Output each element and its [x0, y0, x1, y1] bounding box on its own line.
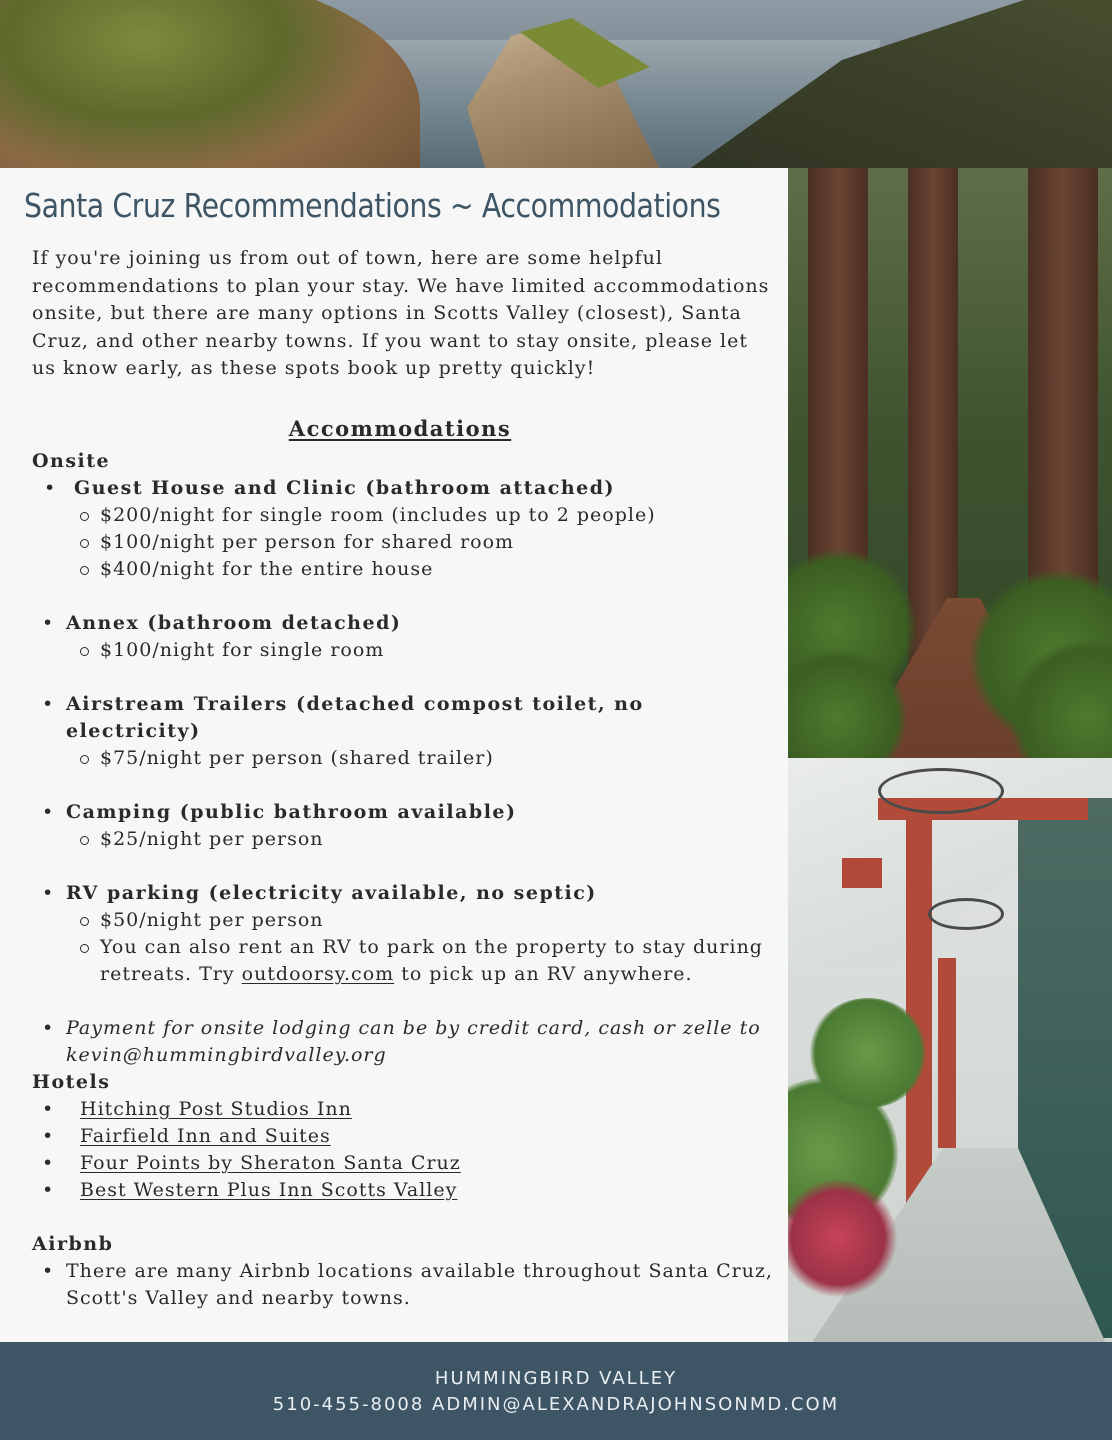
footer-name: HUMMINGBIRD VALLEY: [434, 1368, 678, 1389]
list-item-airstream: [32, 691, 777, 745]
payment-list: [32, 1015, 777, 1069]
airstream-label: Airstream Trailers (detached compost toilet, no electricity): [66, 693, 644, 742]
list-item-hotel: [32, 1150, 777, 1177]
list-item-rv: [32, 880, 777, 907]
intro-paragraph: If you're joining us from out of town, here are some helpful recommendations to plan your stay. We have limited accommodations onsite, but there are many options in Scotts Valley (closest), Santa Cruz, and other nearby towns. If you want to stay onsite, please let us know early, as these spots book up pretty quickly!: [32, 247, 770, 379]
list-item: $100/night for single room: [32, 637, 777, 664]
rv-rental-text-end: to pick up an RV anywhere.: [394, 963, 693, 985]
annex-label: Annex (bathroom detached): [66, 612, 402, 634]
rv-list: [32, 880, 777, 988]
list-item: $400/night for the entire house: [32, 556, 777, 583]
list-item-guest-house: [32, 475, 777, 502]
annex-list: [32, 610, 777, 664]
onsite-list: [32, 475, 777, 583]
porch-walkway-photo: [788, 758, 1112, 1342]
outdoorsy-link[interactable]: outdoorsy.com: [241, 963, 395, 985]
coastline-photo: [0, 0, 1112, 168]
footer-contact: 510-455-8008 ADMIN@ALEXANDRAJOHNSONMD.COM: [272, 1394, 840, 1415]
rv-rental-text: You can also rent an RV to park on the property to stay during retreats. Try: [100, 936, 763, 985]
footer: [0, 1342, 1112, 1440]
list-item-annex: [32, 610, 777, 637]
hotels-heading: Hotels: [32, 1071, 111, 1093]
rv-label: RV parking (electricity available, no septic): [66, 882, 597, 904]
redwood-forest-photo: [788, 168, 1112, 758]
list-item-hotel: [32, 1123, 777, 1150]
camping-label: Camping (public bathroom available): [66, 801, 517, 823]
hotel-link-best-western[interactable]: Best Western Plus Inn Scotts Valley: [80, 1179, 458, 1201]
airbnb-list: [32, 1258, 777, 1312]
camping-list: [32, 799, 777, 853]
list-item: $75/night per person (shared trailer): [32, 745, 777, 772]
guest-house-label: Guest House and Clinic (bathroom attached): [74, 477, 616, 499]
list-item-rv-rental: [32, 934, 777, 988]
list-item: $25/night per person: [32, 826, 777, 853]
list-item: $200/night for single room (includes up to 2 people): [32, 502, 777, 529]
hotels-list: [32, 1096, 777, 1204]
hotel-link-fairfield[interactable]: Fairfield Inn and Suites: [80, 1125, 331, 1147]
list-item: $100/night per person for shared room: [32, 529, 777, 556]
airbnb-note: • There are many Airbnb locations available throughout Santa Cruz, Scott's Valley and nearby towns.: [32, 1258, 777, 1312]
payment-note: • Payment for onsite lodging can be by credit card, cash or zelle to kevin@hummingbirdvalley.org: [32, 1015, 777, 1069]
onsite-heading: Onsite: [32, 450, 111, 472]
list-item-hotel: [32, 1177, 777, 1204]
accommodations-body: [32, 448, 777, 1312]
list-item-camping: [32, 799, 777, 826]
airbnb-heading: Airbnb: [32, 1233, 114, 1255]
hotel-link-hitching-post[interactable]: Hitching Post Studios Inn: [80, 1098, 352, 1120]
list-item: $50/night per person: [32, 907, 777, 934]
list-item-hotel: [32, 1096, 777, 1123]
hotel-link-four-points[interactable]: Four Points by Sheraton Santa Cruz: [80, 1152, 461, 1174]
airstream-list: [32, 691, 777, 772]
page-title: Santa Cruz Recommendations ~ Accommodations: [24, 186, 721, 225]
accommodations-heading: Accommodations: [288, 416, 512, 441]
